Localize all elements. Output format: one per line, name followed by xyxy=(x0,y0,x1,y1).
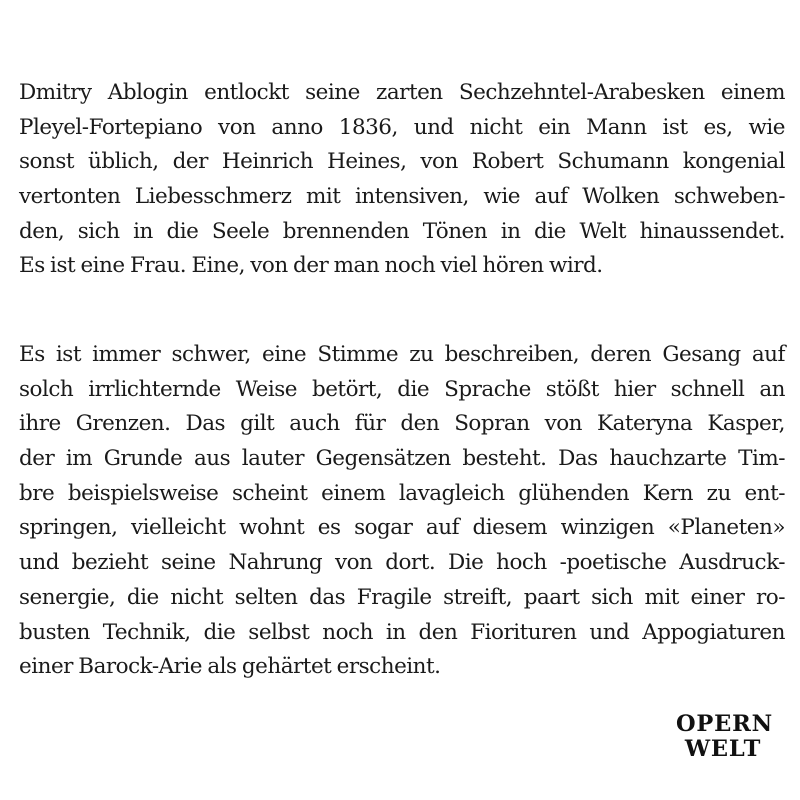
paragraph-1 xyxy=(19,76,785,284)
text-line: solch irrlichternde Weise betört, die Sprache stößt hier schnell an xyxy=(19,376,785,402)
paragraph-2 xyxy=(19,338,785,685)
opernwelt-logo xyxy=(676,711,773,762)
text-line: vertonten Liebesschmerz mit intensiven, wie auf Wolken schweben- xyxy=(19,184,785,210)
text-line: der im Grunde aus lauter Gegensätzen besteht. Das hauchzarte Tim- xyxy=(19,446,785,472)
logo-line-2: WELT xyxy=(684,736,762,762)
text-line: Dmitry Ablogin entlockt seine zarten Sechzehntel-Arabesken einem xyxy=(19,80,785,105)
text-line: senergie, die nicht selten das Fragile streift, paart sich mit einer ro- xyxy=(19,584,785,610)
text-line: ihre Grenzen. Das gilt auch für den Sopran von Kateryna Kasper, xyxy=(19,411,785,437)
text-line: sonst üblich, der Heinrich Heines, von Robert Schumann kongenial xyxy=(19,149,785,175)
text-line: springen, vielleicht wohnt es sogar auf diesem winzigen «Planeten» xyxy=(19,515,785,541)
text-line: einer Barock-Arie als gehärtet erscheint. xyxy=(19,654,441,680)
text-line: Es ist eine Frau. Eine, von der man noch viel hören wird. xyxy=(19,253,603,279)
text-line: Pleyel-Fortepiano von anno 1836, und nicht ein Mann ist es, wie xyxy=(19,114,785,140)
text-line: bre beispielsweise scheint einem lavagleich glühenden Kern zu ent- xyxy=(19,480,785,506)
text-line: Es ist immer schwer, eine Stimme zu beschreiben, deren Gesang auf xyxy=(19,342,785,367)
text-line: busten Technik, die selbst noch in den Fiorituren und Appogiaturen xyxy=(19,619,785,645)
text-line: den, sich in die Seele brennenden Tönen in die Welt hinaussendet. xyxy=(19,218,785,244)
text-line: und bezieht seine Nahrung von dort. Die hoch -poetische Ausdruck- xyxy=(19,550,785,576)
logo-line-1: OPERN xyxy=(676,711,773,737)
